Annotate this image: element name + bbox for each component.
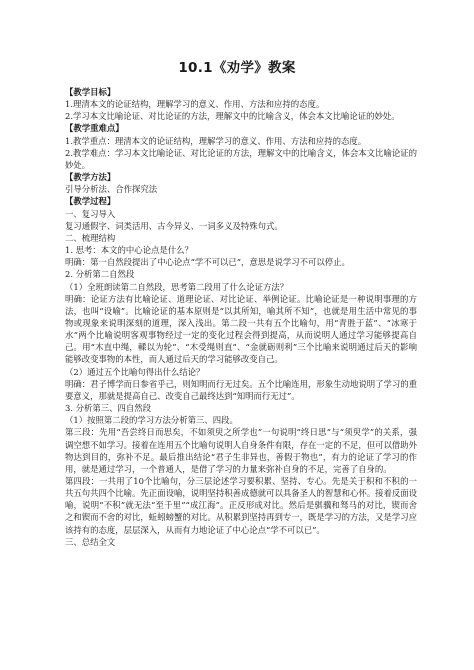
text-paragraph: 明确：第一自然段提出了中心论点“学不可以已”，意思是说学习不可以停止。 xyxy=(65,257,350,268)
text-paragraph: 1.理清本文的论证结构，理解学习的意义、作用、方法和应持的态度。 xyxy=(65,99,325,110)
text-paragraph: （1）按照第二段的学习方法分析第三、四段。 xyxy=(65,415,238,426)
text-paragraph: 第四段：一共用了10个比喻句，分三层论述学习要积累、坚持、专心。先是关于积和不积的一共五句共四个比喻。先正面设喻，说明坚持积善成德就可以具备圣人的智慧和心怀。接着反面设喻，说明“不积”就无法“至千里”“成江海”。正反形成对比。然后是骐骥和驽马的对比，锲而舍之和锲而不舍的对比，蚯蚓螃蟹的对比。从积累到坚持再到专一，既是学习的方法，又是学习应该持有的态度，层层深入，从而有力地论证了中心论点“学不可以已”。 xyxy=(65,476,417,535)
text-paragraph: 引导分析法、合作探究法 xyxy=(65,184,158,195)
section-heading: 【教学重难点】 xyxy=(65,123,124,134)
text-paragraph: 一、复习导入 xyxy=(65,208,116,219)
text-paragraph: 2.教学难点：学习本文比喻论证、对比论证的方法，理解文中的比喻含义，体会本文比喻论证的妙处。 xyxy=(65,147,417,170)
text-paragraph: 明确：君子博学而日参省乎己，则知明而行无过矣。五个比喻连用，形象生动地说明了学习的重要意义，那就是提高自己、改变自己最终达到“知明而行无过”。 xyxy=(65,378,417,401)
section-heading: 【教学过程】 xyxy=(65,196,116,207)
text-paragraph: （1）全班朗读第二自然段，思考第二段用了什么论证方法？ xyxy=(65,281,289,292)
text-paragraph: 二、梳理结构 xyxy=(65,232,116,243)
text-paragraph: 三、总结全文 xyxy=(65,536,116,547)
text-paragraph: 1. 思考：本文的中心论点是什么？ xyxy=(65,245,193,256)
section-heading: 【教学目标】 xyxy=(65,87,116,97)
text-paragraph: 2. 分析第二自然段 xyxy=(65,269,135,280)
text-paragraph: 第三段：先用“吾尝终日而思矣，不如须臾之所学也”一句说明“终日思”与“须臾学”的关系，强调空想不如学习。接着在连用五个比喻句说明人自身条件有限，存在一定的不足，但可以借助外物达到目的，弥补不足。最后推出结论“君子生非异也，善假于物也”，有力的论证了学习的作用，就是通过学习，一个普通人，是借了学习的力量来弥补自身的不足，完善了自身的。 xyxy=(65,427,417,474)
text-paragraph: 1.教学重点：理清本文的论证结构，理解学习的意义、作用、方法和应持的态度。 xyxy=(65,135,367,146)
text-paragraph: （2）通过五个比喻句得出什么结论？ xyxy=(65,366,205,377)
section-heading: 【教学方法】 xyxy=(65,172,116,183)
text-paragraph: 明确：论证方法有比喻论证、道理论证、对比论证、举例论证。比喻论证是一种说明事理的方法，也叫“设喻”。比喻论证的基本原则是“以其所知，喻其所不知”，也就是用生活中常见的事物或现象来说明深刻的道理，深入浅出。第二段一共有五个比喻句，用“青胜于蓝”、“冰寒于水”两个比喻说明客观事物经过一定的变化过程会得到提高，从而说明人通过学习能够提高自己。用“木直中绳，輮以为轮”、“木受绳则直”、“金就砺则利”三个比喻来说明通过后天的影响能够改变事物的本性，而人通过后天的学习能够改变自己。 xyxy=(65,293,417,365)
document-body xyxy=(65,86,417,548)
text-paragraph: 3. 分析第三、四自然段 xyxy=(65,403,152,414)
text-paragraph: 2.学习本文比喻论证、对比论证的方法，理解文中的比喻含义，体会本文比喻论证的妙处。 xyxy=(65,111,400,122)
page-title: 10.1《劝学》教案 xyxy=(178,60,296,76)
text-paragraph: 复习通假字、词类活用、古今异义、一词多义及特殊句式。 xyxy=(65,220,283,231)
